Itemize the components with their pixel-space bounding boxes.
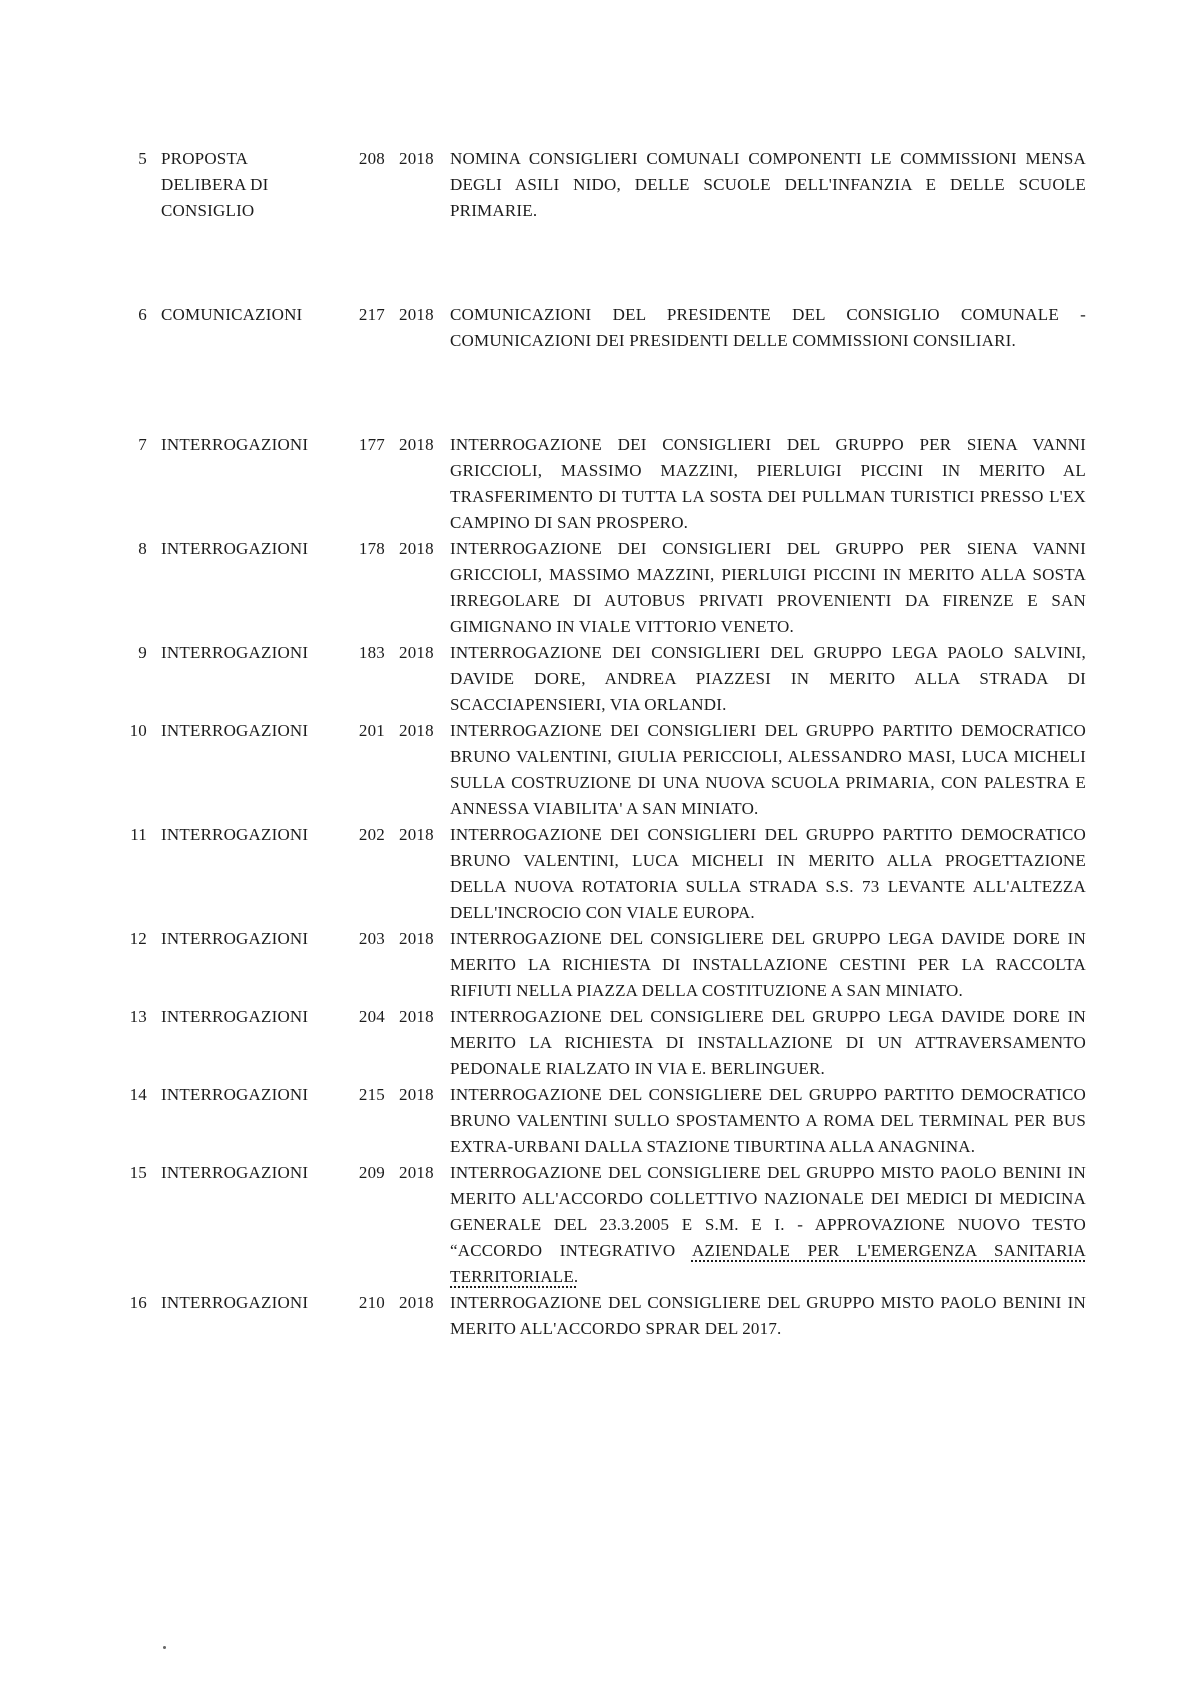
item-type: INTERROGAZIONI bbox=[161, 1293, 309, 1312]
item-description: COMUNICAZIONI DEL PRESIDENTE DEL CONSIGLIO COMUNALE - COMUNICAZIONI DEI PRESIDENTI DELLE COMMISSIONI CONSILIARI. bbox=[450, 305, 1086, 350]
item-description: INTERROGAZIONE DEI CONSIGLIERI DEL GRUPPO PARTITO DEMOCRATICO BRUNO VALENTINI, LUCA MICHELI IN MERITO ALLA PROGETTAZIONE DELLA NUOVA ROTATORIA SULLA STRADA S.S. 73 LEVANTE ALL'ALTEZZA DELL'INCROCIO CON VIALE EUROPA. bbox=[450, 825, 1086, 922]
item-number: 10 bbox=[129, 721, 147, 740]
agenda-row-11 bbox=[107, 822, 1087, 926]
description-underlined-text: AZIENDALE PER L'EMERGENZA SANITARIA TERRITORIALE. bbox=[450, 1241, 1087, 1286]
item-type: INTERROGAZIONI bbox=[161, 435, 309, 454]
item-type: COMUNICAZIONI bbox=[161, 305, 303, 324]
agenda-row-8 bbox=[107, 536, 1087, 640]
item-description: INTERROGAZIONE DEL CONSIGLIERE DEL GRUPPO LEGA DAVIDE DORE IN MERITO LA RICHIESTA DI INSTALLAZIONE CESTINI PER LA RACCOLTA RIFIUTI NELLA PIAZZA DELLA COSTITUZIONE A SAN MINIATO. bbox=[450, 929, 1086, 1000]
item-description: INTERROGAZIONE DEI CONSIGLIERI DEL GRUPPO PER SIENA VANNI GRICCIOLI, MASSIMO MAZZINI, PIERLUIGI PICCINI IN MERITO ALLA SOSTA IRREGOLARE DI AUTOBUS PRIVATI PROVENIENTI DA FIRENZE E SAN GIMIGNANO IN VIALE VITTORIO VENETO. bbox=[450, 539, 1086, 636]
item-number: 15 bbox=[129, 1163, 147, 1182]
agenda-row-9 bbox=[107, 640, 1087, 718]
item-description: INTERROGAZIONE DEL CONSIGLIERE DEL GRUPPO LEGA DAVIDE DORE IN MERITO LA RICHIESTA DI INSTALLAZIONE DI UN ATTRAVERSAMENTO PEDONALE RIALZATO IN VIA E. BERLINGUER. bbox=[450, 1007, 1086, 1078]
agenda-row-16 bbox=[107, 1290, 1087, 1342]
agenda-row-7 bbox=[107, 432, 1087, 536]
description-text: INTERROGAZIONE DEL CONSIGLIERE DEL GRUPPO MISTO PAOLO BENINI IN MERITO ALL'ACCORDO COLLETTIVO NAZIONALE DEI MEDICI DI MEDICINA GENERALE DEL 23.3.2005 E S.M. E I. - APPROVAZIONE NUOVO TESTO “ACCORDO INTEGRATIVO bbox=[450, 1163, 1086, 1260]
doc-year: 2018 bbox=[399, 1085, 434, 1104]
doc-year: 2018 bbox=[399, 643, 434, 662]
item-number: 6 bbox=[138, 305, 147, 324]
item-description: INTERROGAZIONE DEI CONSIGLIERI DEL GRUPPO LEGA PAOLO SALVINI, DAVIDE DORE, ANDREA PIAZZESI IN MERITO ALLA STRADA DI SCACCIAPENSIERI, VIA ORLANDI. bbox=[450, 643, 1086, 714]
item-number: 9 bbox=[138, 643, 147, 662]
item-type: INTERROGAZIONI bbox=[161, 539, 309, 558]
doc-number: 215 bbox=[358, 1085, 385, 1104]
item-type: INTERROGAZIONI bbox=[161, 1085, 309, 1104]
doc-number: 217 bbox=[358, 305, 385, 324]
item-description: NOMINA CONSIGLIERI COMUNALI COMPONENTI LE COMMISSIONI MENSA DEGLI ASILI NIDO, DELLE SCUOLE DELL'INFANZIA E DELLE SCUOLE PRIMARIE. bbox=[450, 149, 1086, 220]
agenda-row-13 bbox=[107, 1004, 1087, 1082]
doc-year: 2018 bbox=[399, 1163, 434, 1182]
doc-year: 2018 bbox=[399, 1293, 434, 1312]
item-description: INTERROGAZIONE DEL CONSIGLIERE DEL GRUPPO PARTITO DEMOCRATICO BRUNO VALENTINI SULLO SPOSTAMENTO A ROMA DEL TERMINAL PER BUS EXTRA-URBANI DALLA STAZIONE TIBURTINA ALLA ANAGNINA. bbox=[450, 1085, 1086, 1156]
item-number: 5 bbox=[138, 149, 147, 168]
doc-year: 2018 bbox=[399, 305, 434, 324]
doc-year: 2018 bbox=[399, 435, 434, 454]
doc-number: 210 bbox=[358, 1293, 385, 1312]
item-type: INTERROGAZIONI bbox=[161, 721, 309, 740]
doc-year: 2018 bbox=[399, 149, 434, 168]
agenda-list bbox=[107, 146, 1087, 1342]
item-type: INTERROGAZIONI bbox=[161, 1007, 309, 1026]
doc-number: 209 bbox=[358, 1163, 385, 1182]
item-description: INTERROGAZIONE DEI CONSIGLIERI DEL GRUPPO PER SIENA VANNI GRICCIOLI, MASSIMO MAZZINI, PIERLUIGI PICCINI IN MERITO AL TRASFERIMENTO DI TUTTA LA SOSTA DEI PULLMAN TURISTICI PRESSO L'EX CAMPINO DI SAN PROSPERO. bbox=[450, 435, 1086, 532]
item-number: 8 bbox=[138, 539, 147, 558]
item-description: INTERROGAZIONE DEL CONSIGLIERE DEL GRUPPO MISTO PAOLO BENINI IN MERITO ALL'ACCORDO SPRAR DEL 2017. bbox=[450, 1293, 1086, 1338]
doc-number: 203 bbox=[358, 929, 385, 948]
item-type: INTERROGAZIONI bbox=[161, 929, 309, 948]
doc-year: 2018 bbox=[399, 1007, 434, 1026]
item-number: 13 bbox=[129, 1007, 147, 1026]
item-type: PROPOSTA DELIBERA DI CONSIGLIO bbox=[161, 149, 269, 220]
doc-number: 204 bbox=[358, 1007, 385, 1026]
item-number: 11 bbox=[130, 825, 147, 844]
doc-number: 202 bbox=[358, 825, 385, 844]
doc-number: 183 bbox=[358, 643, 385, 662]
item-type: INTERROGAZIONI bbox=[161, 825, 309, 844]
scan-artifact-dot bbox=[163, 1646, 166, 1649]
item-number: 14 bbox=[129, 1085, 147, 1104]
doc-number: 178 bbox=[358, 539, 385, 558]
agenda-row-12 bbox=[107, 926, 1087, 1004]
agenda-row-10 bbox=[107, 718, 1087, 822]
doc-number: 201 bbox=[358, 721, 385, 740]
item-description: INTERROGAZIONE DEI CONSIGLIERI DEL GRUPPO PARTITO DEMOCRATICO BRUNO VALENTINI, GIULIA PERICCIOLI, ALESSANDRO MASI, LUCA MICHELI SULLA COSTRUZIONE DI UNA NUOVA SCUOLA PRIMARIA, CON PALESTRA E ANNESSA VIABILITA' A SAN MINIATO. bbox=[450, 721, 1086, 818]
doc-year: 2018 bbox=[399, 929, 434, 948]
item-description bbox=[450, 1160, 1086, 1290]
doc-number: 177 bbox=[358, 435, 385, 454]
doc-number: 208 bbox=[358, 149, 385, 168]
agenda-row-6 bbox=[107, 302, 1087, 354]
item-type: INTERROGAZIONI bbox=[161, 643, 309, 662]
agenda-row-15 bbox=[107, 1160, 1087, 1290]
item-number: 12 bbox=[129, 929, 147, 948]
doc-year: 2018 bbox=[399, 539, 434, 558]
agenda-row-5 bbox=[107, 146, 1087, 224]
item-number: 16 bbox=[129, 1293, 147, 1312]
agenda-row-14 bbox=[107, 1082, 1087, 1160]
doc-year: 2018 bbox=[399, 721, 434, 740]
item-number: 7 bbox=[138, 435, 147, 454]
doc-year: 2018 bbox=[399, 825, 434, 844]
item-type: INTERROGAZIONI bbox=[161, 1163, 309, 1182]
